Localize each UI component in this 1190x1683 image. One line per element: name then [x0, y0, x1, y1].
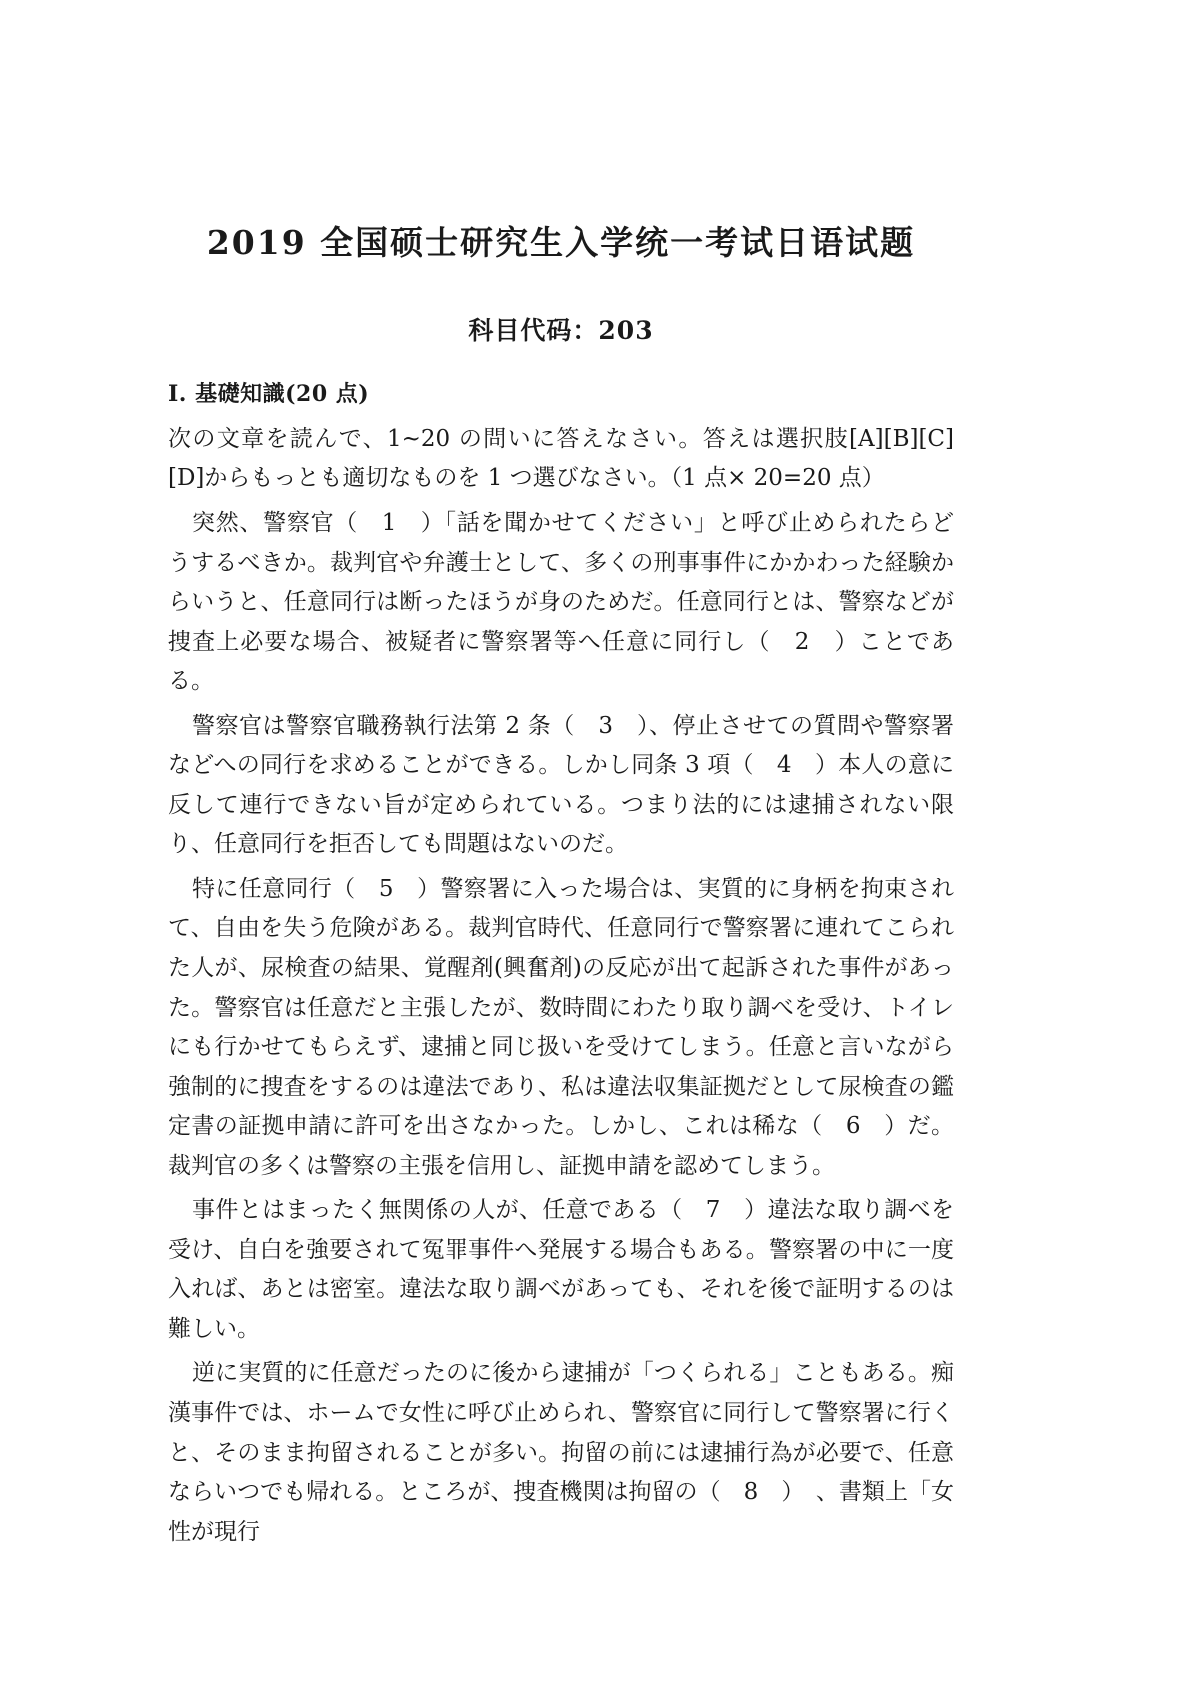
instruction-text: 次の文章を読んで、1~20 の問いに答えなさい。答えは選択肢[A][B][C][D]からもっとも適切なものを 1 つ選びなさい。（1 点× 20=20 点） [168, 425, 954, 492]
paragraph-5: 逆に実質的に任意だったのに後から逮捕が「つくられる」こともある。痴漢事件では、ホームで女性に呼び止められ、警察官に同行して警察署に行くと、そのまま拘留されることが多い。拘留の前には逮捕行為が必要で、任意ならいつでも帰れる。ところが、捜査機関は拘留の（ 8 ） 、書類上「女性が現行 [168, 1360, 954, 1545]
section-heading-basic-knowledge: I. 基礎知識(20 点) [168, 380, 370, 407]
document-body [168, 0, 954, 1552]
paragraph-2: 警察官は警察官職務執行法第 2 条（ 3 ）、停止させての質問や警察署などへの同行を求めることができる。しかし同条 3 項（ 4 ）本人の意に反して連行できない旨が定められている。つまり法的には逮捕されない限り、任意同行を拒否しても問題はないのだ。 [168, 712, 954, 858]
subject-code: 科目代码：203 [468, 315, 654, 345]
page-title: 2019 全国硕士研究生入学统一考试日语试题 [206, 223, 916, 262]
paragraph-4: 事件とはまったく無関係の人が、任意である（ 7 ）違法な取り調べを受け、自白を強要されて冤罪事件へ発展する場合もある。警察署の中に一度入れば、あとは密室。違法な取り調べがあっても、それを後で証明するのは難しい。 [168, 1197, 954, 1342]
paragraph-1: 突然、警察官（ 1 ）「話を聞かせてください」と呼び止められたらどうするべきか。裁判官や弁護士として、多くの刑事事件にかかわった経験からいうと、任意同行は断ったほうが身のためだ。任意同行とは、警察などが捜査上必要な場合、被疑者に警察署等へ任意に同行し（ 2 ）ことである。 [168, 509, 954, 695]
paragraph-3: 特に任意同行（ 5 ）警察署に入った場合は、実質的に身柄を拘束されて、自由を失う危険がある。裁判官時代、任意同行で警察署に連れてこられた人が、尿検査の結果、覚醒剤(興奮剤)の反応が出て起訴された事件があった。警察官は任意だと主張したが、数時間にわたり取り調べを受け、トイレにも行かせてもらえず、逮捕と同じ扱いを受けてしまう。任意と言いながら強制的に捜査をするのは違法であり、私は違法収集証拠だとして尿検査の鑑定書の証拠申請に許可を出さなかった。しかし、これは稀な（ 6 ）だ。裁判官の多くは警察の主張を信用し、証拠申請を認めてしまう。 [168, 875, 954, 1179]
